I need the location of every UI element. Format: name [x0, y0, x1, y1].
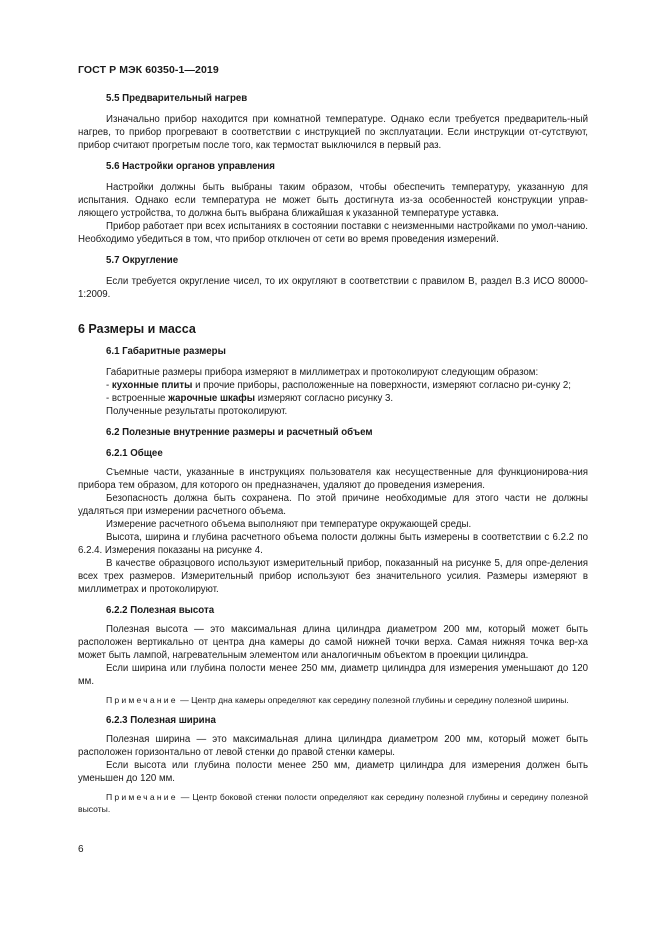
- heading-5-6: 5.6 Настройки органов управления: [106, 161, 275, 172]
- document-header: ГОСТ Р МЭК 60350-1—2019: [78, 64, 219, 76]
- note: Примечание — Центр боковой стенки полости определяют как середину полезной глубины и середину полезной высоты.: [78, 792, 588, 814]
- list-item: - встроенные жарочные шкафы измеряют согласно рисунку 3.: [106, 393, 394, 404]
- heading-6-1: 6.1 Габаритные размеры: [106, 346, 226, 357]
- paragraph: Съемные части, указанные в инструкциях пользователя как несущественные для функционирова-ния прибора тем образом, для которого он предназначен, удаляют до проведения измерения.: [78, 467, 588, 491]
- list-item: - кухонные плиты и прочие приборы, расположенные на поверхности, измеряют согласно ри-сунку 2;: [106, 380, 571, 391]
- heading-6-2: 6.2 Полезные внутренние размеры и расчетный объем: [106, 427, 373, 438]
- heading-6-2-1: 6.2.1 Общее: [106, 448, 163, 459]
- heading-6-2-2: 6.2.2 Полезная высота: [106, 605, 215, 616]
- paragraph: Высота, ширина и глубина расчетного объема полости должны быть измерены в соответствии с 6.2.2 по 6.2.4. Измерения показаны на рисунке 4.: [78, 532, 588, 556]
- heading-6-2-3: 6.2.3 Полезная ширина: [106, 715, 216, 726]
- note-label: Примечание: [106, 695, 178, 705]
- paragraph: Полезная ширина — это максимальная длина цилиндра диаметром 200 мм, который может быть расположен горизонтально от левой стенки до правой стенки камеры.: [78, 734, 588, 758]
- bold-term: жарочные шкафы: [168, 393, 256, 404]
- paragraph: В качестве образцового используют измерительный прибор, показанный на рисунке 5, для опре-деления всех трех размеров. Измерительный прибор используют без значительного усилия. Размеры измеряют в миллиметрах и протоколируют.: [78, 558, 588, 595]
- paragraph: Изначально прибор находится при комнатной температуре. Однако если требуется предваритель-ный нагрев, то прибор прогревают в соответствии с инструкцией по эксплуатации. Если инструкции от-сутствуют, прибор считают прогретым после того, как термостат выключился в первый раз.: [78, 114, 588, 151]
- page-number: 6: [78, 844, 84, 855]
- paragraph: Если ширина или глубина полости менее 250 мм, диаметр цилиндра для измерения уменьшают до 120 мм.: [78, 663, 588, 687]
- paragraph: Настройки должны быть выбраны таким образом, чтобы обеспечить температуру, указанную для испытания. Однако если температура не может быть достигнута из-за особенностей конструкции управ-ляющего устройства, то должна быть выбрана ближайшая к указанной температуре уставка.: [78, 182, 588, 219]
- paragraph: Безопасность должна быть сохранена. По этой причине необходимые для этого части не должны удаляться при измерении расчетного объема.: [78, 493, 588, 517]
- heading-5-5: 5.5 Предварительный нагрев: [106, 93, 248, 104]
- paragraph: Прибор работает при всех испытаниях в состоянии поставки с неизменными настройками по умол-чанию. Необходимо убедиться в том, что прибор отключен от сети во время проведения измерений.: [78, 221, 588, 245]
- bold-term: кухонные плиты: [111, 380, 193, 391]
- note: Примечание — Центр дна камеры определяют как середину полезной глубины и середину полезной ширины.: [106, 695, 569, 705]
- paragraph: Полученные результаты протоколируют.: [106, 406, 288, 417]
- heading-6: 6 Размеры и масса: [78, 322, 196, 336]
- note-label: Примечание: [106, 792, 178, 802]
- paragraph: Измерение расчетного объема выполняют при температуре окружающей среды.: [106, 519, 472, 530]
- paragraph: Габаритные размеры прибора измеряют в миллиметрах и протоколируют следующим образом:: [106, 367, 539, 378]
- paragraph: Полезная высота — это максимальная длина цилиндра диаметром 200 мм, который может быть расположен вертикально от центра дна камеры до самой нижней точки верха. Самая нижняя точка вер-ха может быть лампой, нагревательным элементом или аналогичным объектом в проекции цилиндра.: [78, 624, 588, 661]
- heading-5-7: 5.7 Округление: [106, 255, 179, 266]
- paragraph: Если требуется округление чисел, то их округляют в соответствии с правилом В, раздел В.3 ИСО 80000-1:2009.: [78, 276, 588, 300]
- document-body: [78, 92, 588, 815]
- paragraph: Если высота или глубина полости менее 250 мм, диаметр цилиндра для измерения должен быть уменьшен до 120 мм.: [78, 760, 588, 784]
